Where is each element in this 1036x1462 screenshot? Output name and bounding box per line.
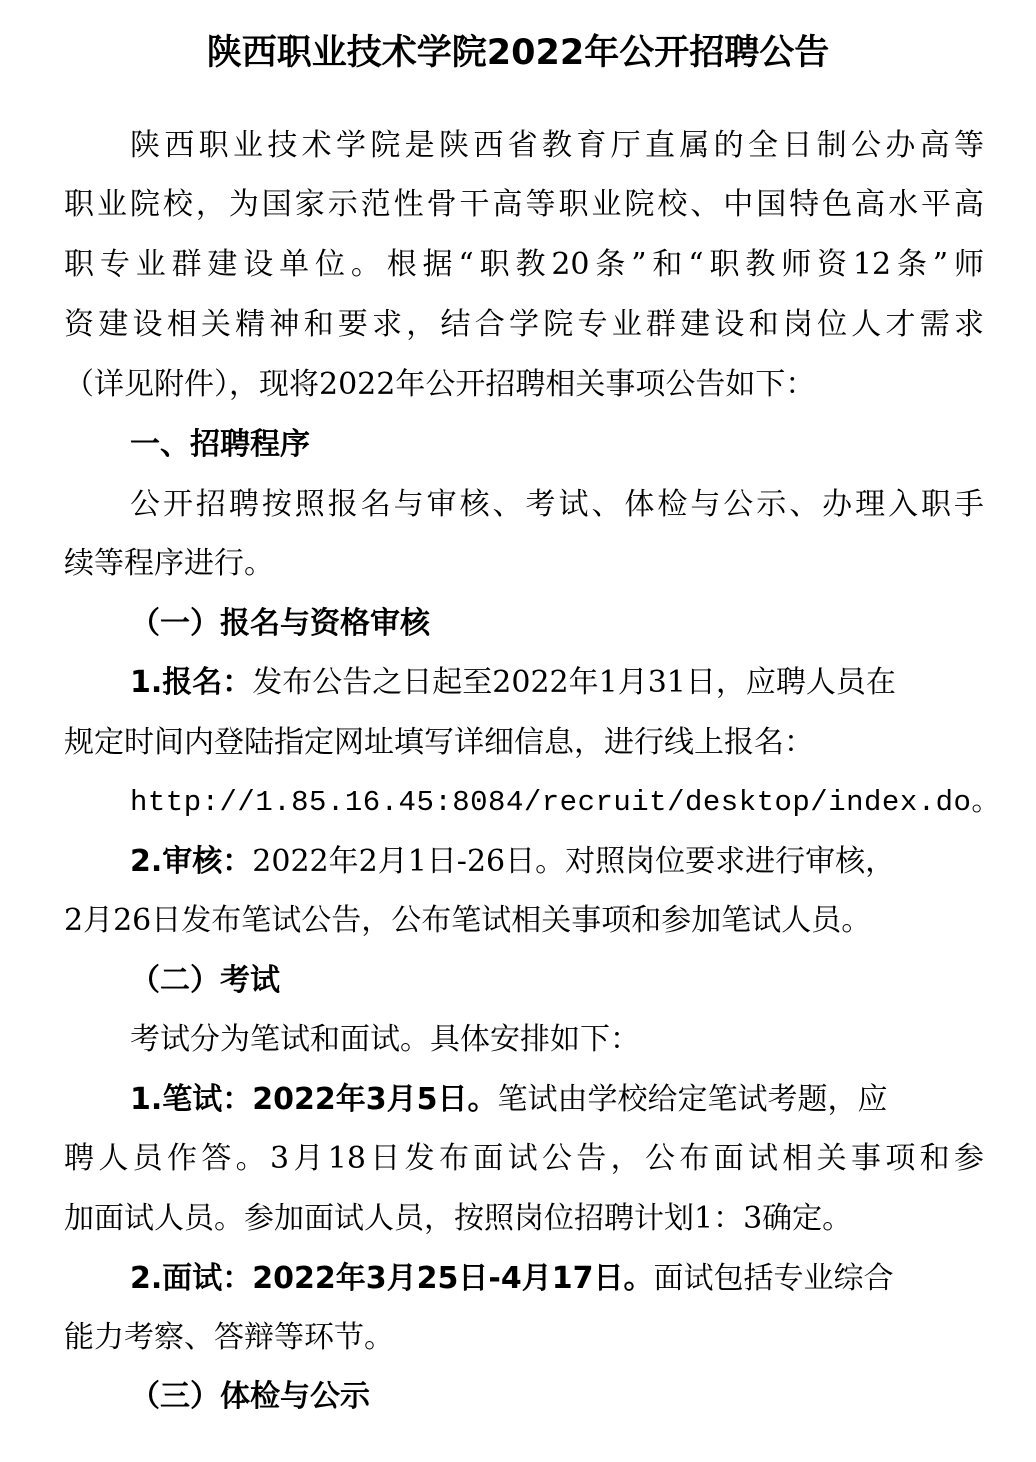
sub2-item2-label: 2.面试：2022年3月25日-4月17日。 [130, 1261, 654, 1296]
sub2-item2-text-1: 面试包括专业综合 [653, 1261, 894, 1296]
intro-line-4: 资建设相关精神和要求，结合学院专业群建设和岗位人才需求 [64, 307, 984, 342]
sub1-item2-line-2: 2月26日发布笔试公告，公布笔试相关事项和参加笔试人员。 [64, 903, 872, 938]
page-title: 陕西职业技术学院2022年公开招聘公告 [206, 33, 830, 73]
sub1-item2-text-1: 2022年2月1日-26日。对照岗位要求进行审核， [252, 844, 896, 879]
intro-line-2: 职业院校，为国家示范性骨干高等职业院校、中国特色高水平高 [64, 187, 984, 222]
sub2-item1-label: 1.笔试：2022年3月5日。 [130, 1082, 498, 1117]
sub2-item1-text-1: 笔试由学校给定笔试考题，应 [497, 1082, 888, 1117]
sub1-item1-label: 1.报名： [130, 665, 253, 700]
sub2-item2-line-1 [0, 1260, 1036, 1298]
section1-body-line-2: 续等程序进行。 [64, 546, 274, 581]
sub1-item1-line-2: 规定时间内登陆指定网址填写详细信息，进行线上报名： [64, 725, 814, 760]
section-heading-1: 一、招聘程序 [130, 427, 310, 462]
sub2-item1-line-3: 加面试人员。参加面试人员，按照岗位招聘计划1：3确定。 [64, 1201, 853, 1236]
sub2-item1-line-1 [0, 1081, 1036, 1119]
section1-body-line-1: 公开招聘按照报名与审核、考试、体检与公示、办理入职手 [130, 487, 984, 522]
subsection-heading-1: （一）报名与资格审核 [130, 606, 430, 641]
intro-line-5: （详见附件），现将2022年公开招聘相关事项公告如下： [64, 367, 816, 402]
subsection-heading-3: （三）体检与公示 [130, 1379, 370, 1414]
sub1-item2-label: 2.审核： [130, 844, 253, 879]
sub1-item2-line-1 [0, 843, 1036, 881]
intro-line-1: 陕西职业技术学院是陕西省教育厅直属的全日制公办高等 [130, 128, 984, 163]
sub2-item2-line-2: 能力考察、答辩等环节。 [64, 1320, 394, 1355]
subsection-heading-2: （二）考试 [130, 963, 280, 998]
sub2-item1-line-2: 聘人员作答。3月18日发布面试公告，公布面试相关事项和参 [64, 1141, 984, 1176]
sub1-item1-text-1: 发布公告之日起至2022年1月31日，应聘人员在 [252, 665, 896, 700]
sub1-item1-line-1 [0, 664, 1036, 702]
intro-line-3: 职专业群建设单位。根据“职教20条”和“职教师资12条”师 [64, 247, 984, 282]
registration-url: http://1.85.16.45:8084/recruit/desktop/index.do。 [130, 786, 1001, 819]
sub2-intro: 考试分为笔试和面试。具体安排如下： [130, 1022, 640, 1057]
